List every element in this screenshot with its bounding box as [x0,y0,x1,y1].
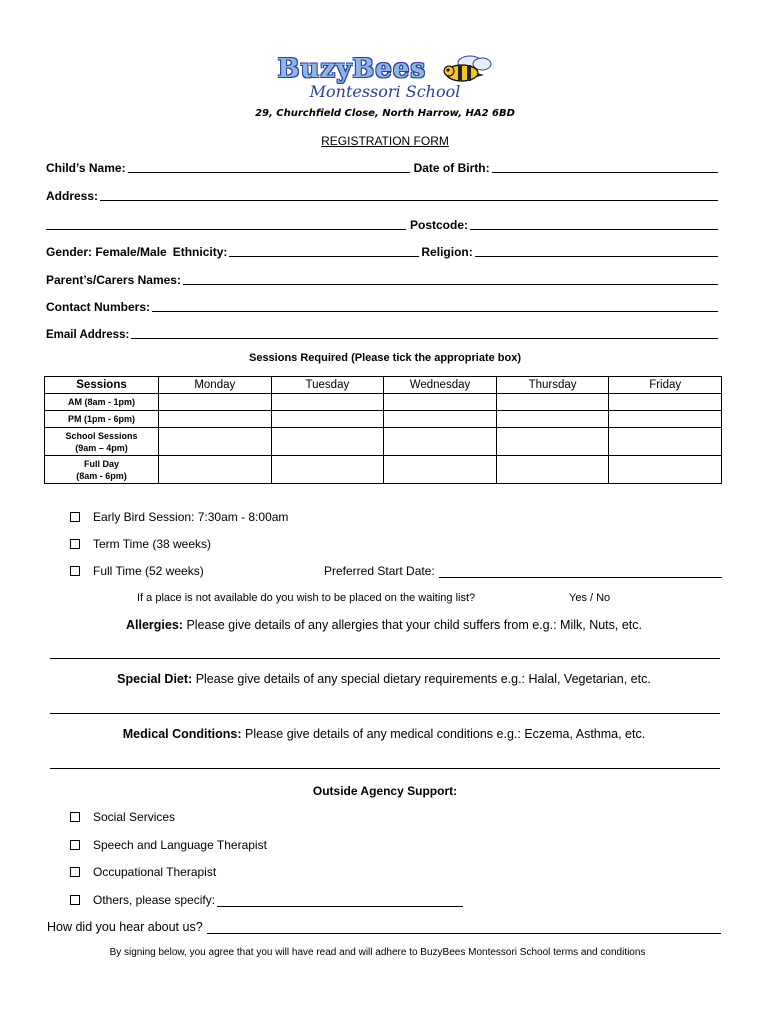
preferred-start-label: Preferred Start Date: [324,564,435,578]
postcode-field[interactable] [470,217,718,230]
agency-item-label: Occupational Therapist [93,865,217,879]
cell-school-monday[interactable] [159,428,272,456]
sessions-table [44,376,722,484]
agency-speech-therapist[interactable] [70,838,267,852]
gender-label: Gender: Female/Male [46,245,167,259]
cell-am-wednesday[interactable] [384,394,497,411]
early-bird-option[interactable] [70,510,288,524]
cell-pm-friday[interactable] [609,411,722,428]
table-row [45,428,722,456]
cell-school-thursday[interactable] [496,428,609,456]
medical-field[interactable] [50,768,720,769]
religion-label: Religion: [421,245,473,259]
address-field-2[interactable] [46,217,406,230]
checkbox-icon[interactable] [70,566,80,576]
preferred-start [324,564,722,578]
contact-field[interactable] [152,299,718,312]
col-header-sessions: Sessions [45,377,159,394]
hear-about-label: How did you hear about us? [47,920,203,934]
cell-pm-tuesday[interactable] [271,411,384,428]
school-address: 29, Churchfield Close, North Harrow, HA2 6BD [255,108,515,119]
checkbox-icon[interactable] [70,867,80,877]
hear-about-row [47,920,721,934]
term-time-label: Term Time (38 weeks) [93,537,212,551]
dob-label: Date of Birth: [413,161,490,175]
cell-fullday-thursday[interactable] [496,456,609,484]
allergies-prompt: Allergies: Please give details of any allergies that your child suffers from e.g.: Milk, Nuts, etc. [126,618,642,632]
agency-item-label: Social Services [93,810,176,824]
row-label-school: School Sessions (9am – 4pm) [45,428,159,456]
logo-text: BuzyBees [277,54,426,84]
agency-item-label: Speech and Language Therapist [93,838,267,852]
agency-social-services[interactable] [70,810,175,824]
address-field[interactable] [100,188,718,201]
row-contact [46,299,720,314]
checkbox-icon[interactable] [70,895,80,905]
cell-school-friday[interactable] [609,428,722,456]
contact-label: Contact Numbers: [46,300,151,314]
checkbox-icon[interactable] [70,812,80,822]
allergies-field[interactable] [50,658,720,659]
cell-fullday-tuesday[interactable] [271,456,384,484]
checkbox-icon[interactable] [70,840,80,850]
address-label: Address: [46,189,99,203]
parents-label: Parent’s/Carers Names: [46,273,181,287]
diet-prompt: Special Diet: Please give details of any special dietary requirements e.g.: Halal, Vegetarian, etc. [117,672,651,686]
agency-item-label: Others, please specify: [93,893,216,907]
col-header-monday: Monday [159,377,272,394]
logo [0,54,770,84]
terms-footer: By signing below, you agree that you will have read and will adhere to BuzyBees Montessori School terms and conditions [109,947,646,958]
full-time-label: Full Time (52 weeks) [93,564,204,578]
checkbox-icon[interactable] [70,539,80,549]
email-field[interactable] [131,326,718,339]
col-header-friday: Friday [609,377,722,394]
row-parents [46,272,720,287]
agency-occupational-therapist[interactable] [70,865,216,879]
hear-about-field[interactable] [207,921,721,934]
full-time-option[interactable] [70,564,204,578]
ethnicity-field[interactable] [229,244,419,257]
child-name-field[interactable] [128,160,410,173]
col-header-tuesday: Tuesday [271,377,384,394]
row-label-fullday: Full Day (8am - 6pm) [45,456,159,484]
row-address [46,188,720,203]
preferred-start-field[interactable] [439,565,722,578]
cell-am-friday[interactable] [609,394,722,411]
row-gender [46,244,720,259]
cell-pm-monday[interactable] [159,411,272,428]
row-postcode [46,217,720,232]
row-label-am: AM (8am - 1pm) [45,394,159,411]
sessions-title: Sessions Required (Please tick the appropriate box) [248,352,522,364]
child-name-label: Child’s Name: [46,161,126,175]
diet-field[interactable] [50,713,720,714]
medical-prompt: Medical Conditions: Please give details of any medical conditions e.g.: Eczema, Asthma, etc. [122,727,646,741]
cell-school-tuesday[interactable] [271,428,384,456]
parents-field[interactable] [183,272,718,285]
school-name: Montessori School [309,82,461,101]
term-time-option[interactable] [70,537,211,551]
early-bird-label: Early Bird Session: 7:30am - 8:00am [93,510,289,524]
cell-fullday-friday[interactable] [609,456,722,484]
table-row [45,394,722,411]
dob-field[interactable] [492,160,718,173]
others-specify-field[interactable] [217,894,463,907]
cell-fullday-wednesday[interactable] [384,456,497,484]
waiting-list-question: If a place is not available do you wish to be placed on the waiting list? [137,592,476,604]
row-label-pm: PM (1pm - 6pm) [45,411,159,428]
table-row [45,411,722,428]
sessions-header-row [45,377,722,394]
cell-am-tuesday[interactable] [271,394,384,411]
checkbox-icon[interactable] [70,512,80,522]
table-row [45,456,722,484]
agency-others[interactable] [70,893,463,907]
form-title: REGISTRATION FORM [321,134,449,148]
row-child-name [46,160,720,175]
cell-fullday-monday[interactable] [159,456,272,484]
row-email [46,326,720,341]
postcode-label: Postcode: [410,218,469,232]
ethnicity-label: Ethnicity: [172,245,228,259]
cell-pm-wednesday[interactable] [384,411,497,428]
agency-title: Outside Agency Support: [312,784,458,798]
col-header-wednesday: Wednesday [384,377,497,394]
religion-field[interactable] [475,244,718,257]
col-header-thursday: Thursday [496,377,609,394]
bee-icon [436,55,492,83]
cell-pm-thursday[interactable] [496,411,609,428]
waiting-list-yes-no[interactable]: Yes / No [569,592,611,604]
email-label: Email Address: [46,329,130,341]
cell-school-wednesday[interactable] [384,428,497,456]
cell-am-monday[interactable] [159,394,272,411]
cell-am-thursday[interactable] [496,394,609,411]
